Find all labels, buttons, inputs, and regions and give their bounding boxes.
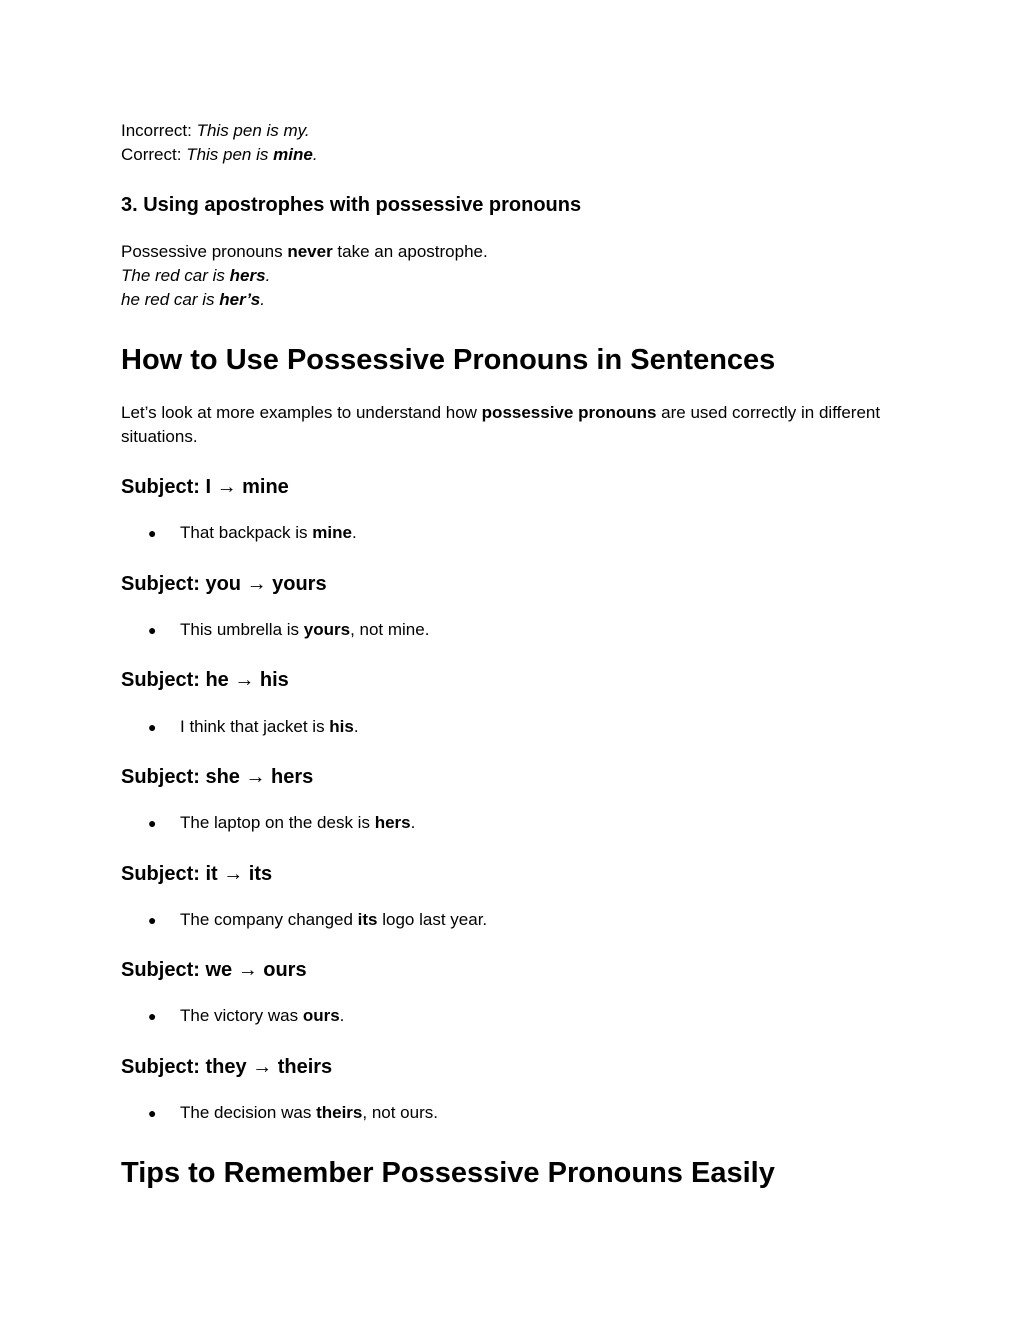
- bullet-icon: ●: [148, 815, 157, 831]
- incorrect-example: [121, 119, 310, 143]
- list-item: ● This umbrella is yours, not mine.: [148, 618, 429, 642]
- list-item: ● The victory was ours.: [148, 1004, 344, 1028]
- how-to-heading: How to Use Possessive Pronouns in Sentences: [121, 344, 776, 376]
- bullet-icon: ●: [148, 912, 157, 928]
- apostrophe-example-2: he red car is her’s.: [121, 290, 265, 309]
- intro-emphasis: possessive pronouns: [481, 403, 657, 422]
- rule-emphasis: never: [287, 242, 333, 261]
- list-item: ● The company changed its logo last year.: [148, 908, 487, 932]
- subject-heading: Subject: I → mine: [121, 476, 289, 498]
- subject-heading: Subject: they → theirs: [121, 1056, 333, 1078]
- apostrophe-rule: Possessive pronouns never take an apostrophe.: [121, 242, 488, 261]
- correct-sentence-bold: mine: [273, 145, 313, 164]
- subject-heading: Subject: it → its: [121, 863, 273, 885]
- correct-example: [121, 143, 318, 167]
- correct-label: Correct:: [121, 145, 187, 164]
- bullet-icon: ●: [148, 1008, 157, 1024]
- bullet-icon: ●: [148, 525, 157, 541]
- subject-heading: Subject: he → his: [121, 669, 289, 691]
- correct-sentence-after: .: [312, 145, 318, 164]
- apostrophe-example-1: The red car is hers.: [121, 266, 271, 285]
- incorrect-sentence: This pen is my.: [196, 121, 310, 140]
- bullet-icon: ●: [148, 1105, 157, 1121]
- bullet-icon: ●: [148, 622, 157, 638]
- list-item: ● The laptop on the desk is hers.: [148, 811, 415, 835]
- list-item: ● I think that jacket is his.: [148, 715, 359, 739]
- subject-heading: Subject: you → yours: [121, 573, 327, 595]
- section3-heading: 3. Using apostrophes with possessive pronouns: [121, 194, 582, 216]
- tips-heading: Tips to Remember Possessive Pronouns Easily: [121, 1157, 775, 1189]
- list-item: ● The decision was theirs, not ours.: [148, 1101, 438, 1125]
- list-item: ● That backpack is mine.: [148, 521, 357, 545]
- how-to-intro: Let’s look at more examples to understand how possessive pronouns are used correctly in different situations.: [121, 403, 881, 446]
- subject-heading: Subject: we → ours: [121, 959, 307, 981]
- bullet-icon: ●: [148, 719, 157, 735]
- incorrect-label: Incorrect:: [121, 121, 197, 140]
- correct-sentence-before: This pen is: [186, 145, 274, 164]
- subject-heading: Subject: she → hers: [121, 766, 314, 788]
